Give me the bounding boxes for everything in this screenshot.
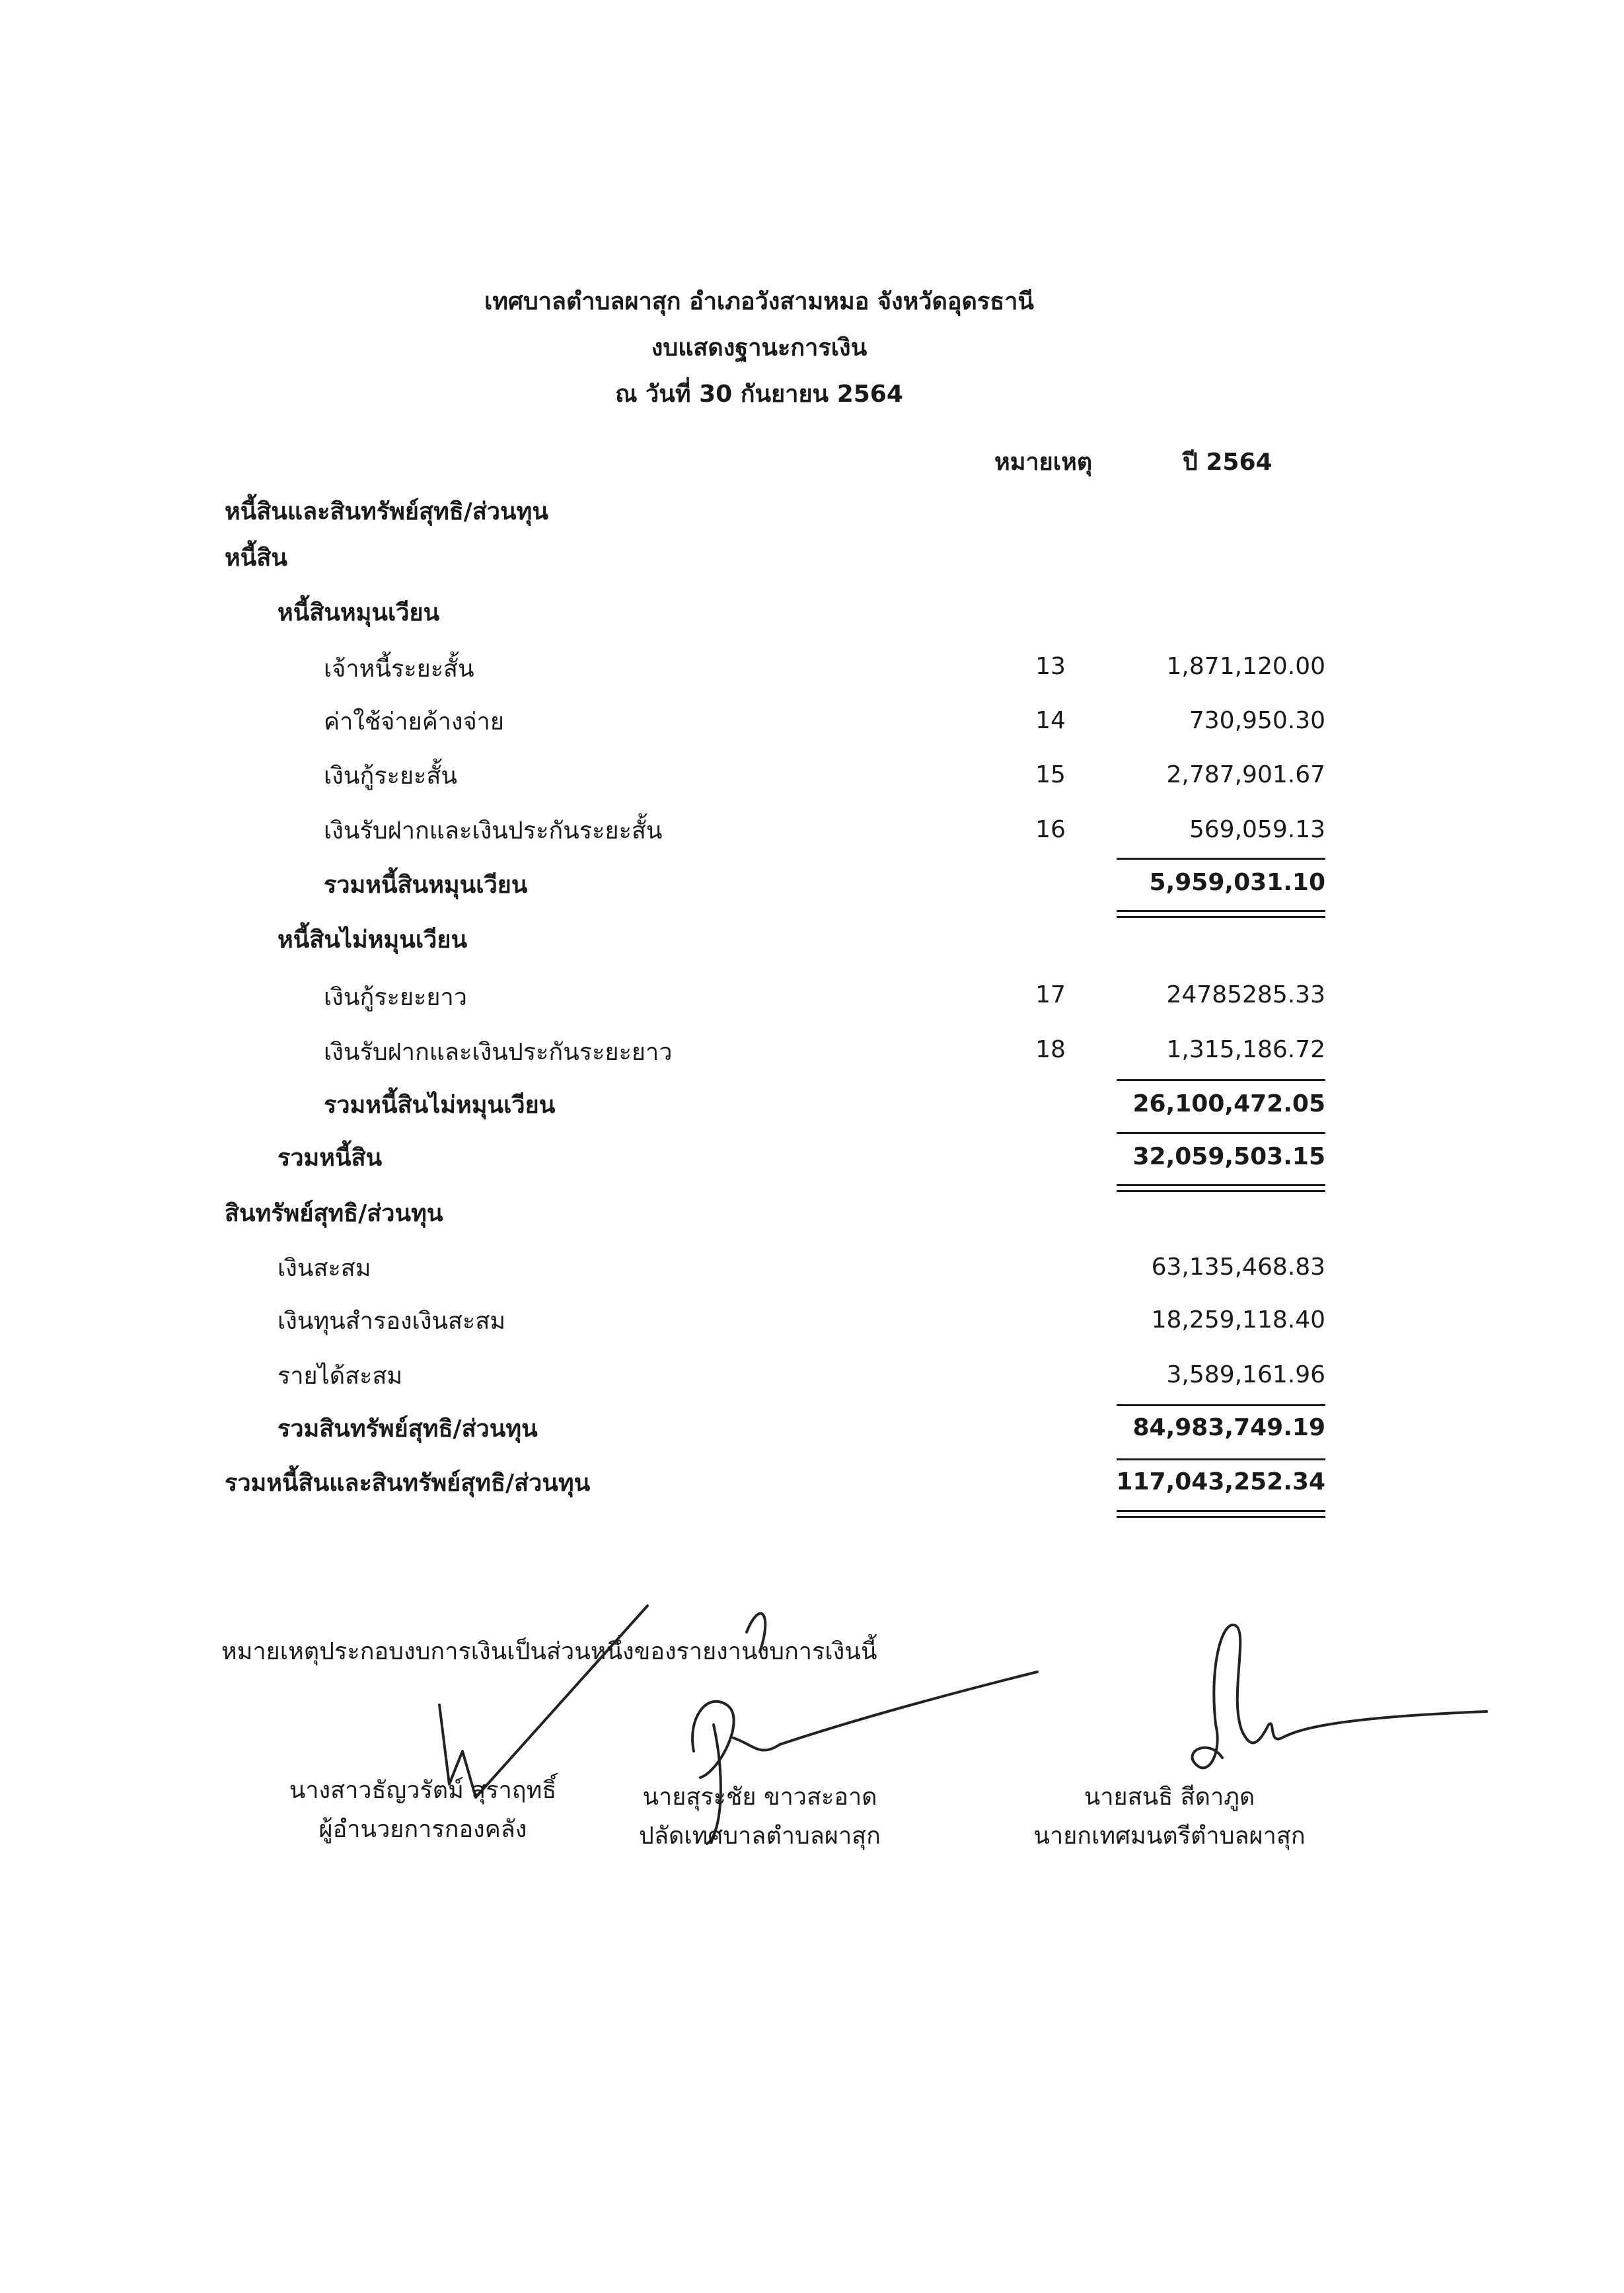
liabilities-total-label: รวมหนี้สิน <box>277 1145 383 1172</box>
signatory-title: ผู้อำนวยการกองคลัง <box>318 1816 527 1844</box>
line-item-label: เงินรับฝากและเงินประกันระยะสั้น <box>324 817 663 845</box>
equity-item-amount: 63,135,468.83 <box>1151 1254 1325 1281</box>
line-item-label: เจ้าหนี้ระยะสั้น <box>324 656 474 683</box>
noncurrent-liabilities-total-label: รวมหนี้สินไม่หมุนเวียน <box>324 1092 556 1119</box>
note-column-header: หมายเหตุ <box>994 449 1093 476</box>
equity-item-label: เงินทุนสำรองเงินสะสม <box>277 1308 506 1335</box>
line-item-note: 18 <box>1035 1036 1066 1063</box>
footnote: หมายเหตุประกอบงบการเงินเป็นส่วนหนึ่งของรายงานงบการเงินนี้ <box>221 1638 877 1665</box>
section-equity: สินทรัพย์สุทธิ/ส่วนทุน <box>225 1200 443 1227</box>
signatory-title: ปลัดเทศบาลตำบลผาสุก <box>639 1823 881 1850</box>
noncurrent-liabilities-total-amount: 26,100,472.05 <box>1132 1090 1325 1117</box>
line-item-amount: 24785285.33 <box>1166 981 1325 1008</box>
subtotal-rule <box>1117 1132 1325 1134</box>
year-column-header: ปี 2564 <box>1183 449 1273 476</box>
subtotal-rule <box>1117 858 1325 860</box>
grand-total-amount: 117,043,252.34 <box>1116 1468 1325 1495</box>
line-item-note: 17 <box>1035 981 1066 1008</box>
signatory-municipal-clerk <box>621 1778 899 1856</box>
line-item-note: 14 <box>1035 707 1066 734</box>
subtotal-rule <box>1117 1404 1325 1406</box>
signatory-name: นายสนธิ สีดาภูด <box>1084 1784 1255 1811</box>
equity-item-label: รายได้สะสม <box>277 1363 403 1390</box>
line-item-label: เงินกู้ระยะสั้น <box>324 763 457 790</box>
org-title: เทศบาลตำบลผาสุก อำเภอวังสามหมอ จังหวัดอุดรธานี <box>484 288 1035 315</box>
statement-date: ณ วันที่ 30 กันยายน 2564 <box>615 381 903 408</box>
signatory-title: นายกเทศมนตรีตำบลผาสุก <box>1033 1823 1306 1850</box>
line-item-note: 16 <box>1035 816 1066 843</box>
signatory-finance-director <box>284 1771 562 1850</box>
equity-item-label: เงินสะสม <box>277 1255 371 1282</box>
line-item-note: 13 <box>1035 653 1066 680</box>
equity-total-amount: 84,983,749.19 <box>1132 1414 1325 1441</box>
section-current-liabilities: หนี้สินหมุนเวียน <box>277 599 440 626</box>
signatory-name: นางสาวธัญวรัตม์ สุราฤทธิ์ <box>289 1777 557 1804</box>
line-item-amount: 1,315,186.72 <box>1166 1036 1325 1063</box>
line-item-label: เงินกู้ระยะยาว <box>324 984 467 1011</box>
total-double-rule <box>1117 910 1325 918</box>
line-item-amount: 569,059.13 <box>1189 816 1325 843</box>
line-item-amount: 2,787,901.67 <box>1166 761 1325 788</box>
liabilities-total-amount: 32,059,503.15 <box>1132 1143 1325 1170</box>
grand-total-label: รวมหนี้สินและสินทรัพย์สุทธิ/ส่วนทุน <box>225 1470 591 1497</box>
equity-item-amount: 3,589,161.96 <box>1166 1361 1325 1388</box>
line-item-note: 15 <box>1035 761 1066 788</box>
subtotal-rule <box>1117 1458 1325 1460</box>
section-liabilities-equity: หนี้สินและสินทรัพย์สุทธิ/ส่วนทุน <box>225 498 548 525</box>
statement-title: งบแสดงฐานะการเงิน <box>651 334 867 361</box>
current-liabilities-total-label: รวมหนี้สินหมุนเวียน <box>324 872 528 899</box>
section-liabilities: หนี้สิน <box>225 545 287 572</box>
equity-total-label: รวมสินทรัพย์สุทธิ/ส่วนทุน <box>277 1415 538 1443</box>
section-noncurrent-liabilities: หนี้สินไม่หมุนเวียน <box>277 926 468 954</box>
signatory-mayor <box>1017 1778 1321 1856</box>
signature-stroke-3 <box>1193 1625 1487 1768</box>
line-item-amount: 730,950.30 <box>1189 707 1325 734</box>
line-item-amount: 1,871,120.00 <box>1166 653 1325 680</box>
line-item-label: เงินรับฝากและเงินประกันระยะยาว <box>324 1039 673 1066</box>
subtotal-rule <box>1117 1079 1325 1081</box>
grand-total-double-rule <box>1117 1510 1325 1518</box>
current-liabilities-total-amount: 5,959,031.10 <box>1149 869 1325 896</box>
equity-item-amount: 18,259,118.40 <box>1151 1306 1325 1334</box>
line-item-label: ค่าใช้จ่ายค้างจ่าย <box>324 708 504 735</box>
total-double-rule <box>1117 1184 1325 1192</box>
signatory-name: นายสุระชัย ขาวสะอาด <box>642 1784 877 1811</box>
